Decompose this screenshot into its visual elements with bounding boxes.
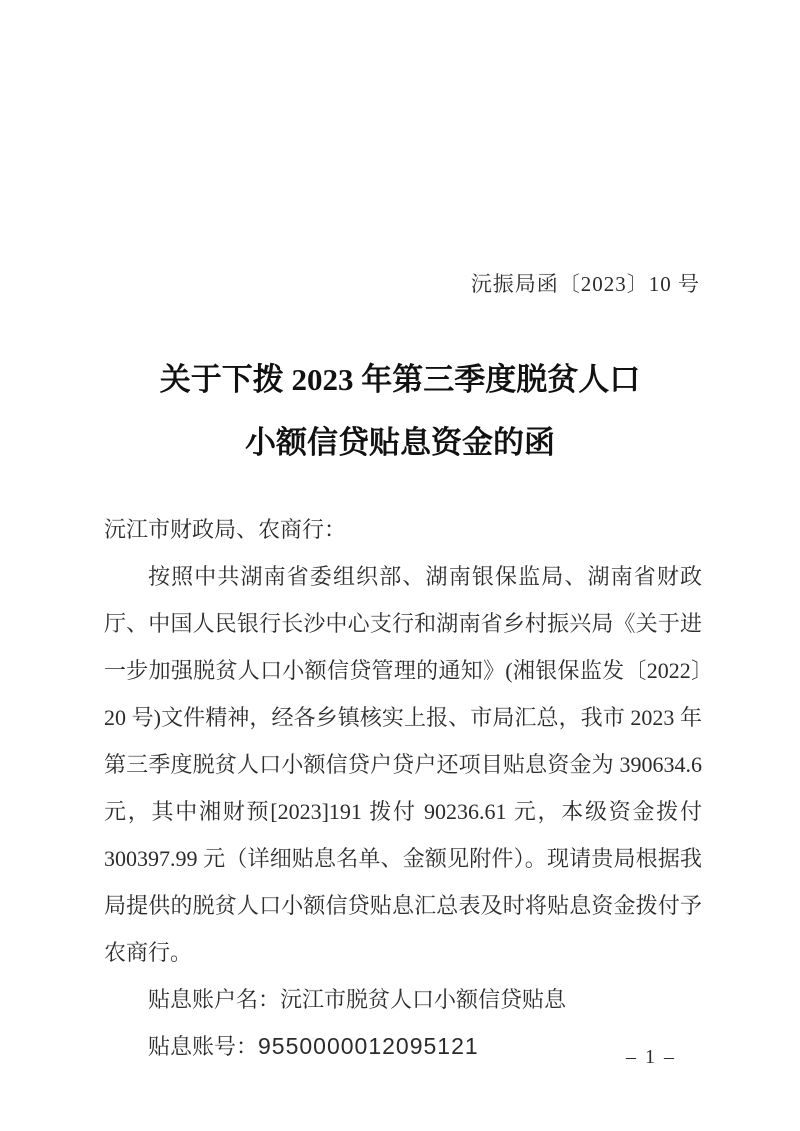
document-title-line-2: 小额信贷贴息资金的函 <box>245 425 555 460</box>
document-reference-number: 沅振局函〔2023〕10 号 <box>470 272 700 296</box>
account-number-label: 贴息账号： <box>148 1034 259 1059</box>
salutation-line: 沅江市财政局、农商行： <box>104 517 347 542</box>
document-title <box>0 348 800 474</box>
account-name-label: 贴息账户名： <box>148 987 281 1012</box>
account-number-value: 9550000012095121 <box>258 1033 479 1059</box>
account-number-line <box>104 1023 702 1070</box>
page-number: – 1 – <box>626 1046 676 1068</box>
account-name-value: 沅江市脱贫人口小额信贷贴息 <box>280 987 567 1012</box>
document-body <box>104 506 702 1070</box>
body-paragraph: 按照中共湖南省委组织部、湖南银保监局、湖南省财政厅、中国人民银行长沙中心支行和湖南省乡村振兴局《关于进一步加强脱贫人口小额信贷管理的通知》(湘银保监发〔2022〕20 号)文件精神，经各乡镇核实上报、市局汇总，我市 2023 年第三季度脱贫人口小额信贷户贷户还项目贴息资金为 390634.6 元，其中湘财预[2023]191 拨付 90236.61 元，本级资金拨付 300397.99 元（详细贴息名单、金额见附件）。现请贵局根据我局提供的脱贫人口小额信贷贴息汇总表及时将贴息资金拨付予农商行。 <box>104 564 702 965</box>
document-title-line-1: 关于下拨 2023 年第三季度脱贫人口 <box>159 362 641 397</box>
account-name-line <box>104 976 702 1023</box>
